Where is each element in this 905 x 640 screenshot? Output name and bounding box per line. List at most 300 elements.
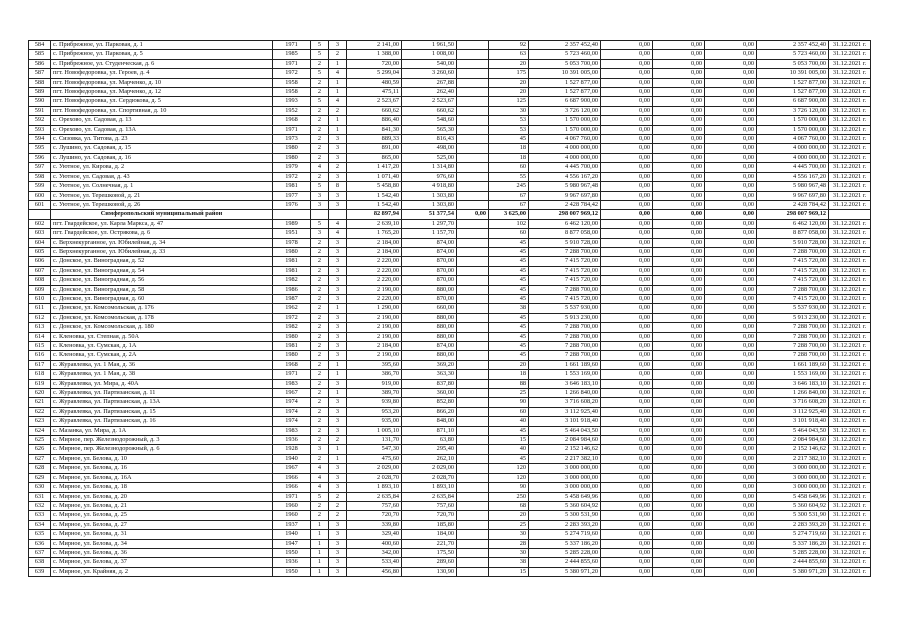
- living-area-cell: 660,62: [402, 106, 457, 115]
- residents-cell: 45: [489, 276, 529, 285]
- address-cell: с. Уютное, ул. Терешковой, д. 26: [51, 200, 273, 209]
- other-area-cell: [457, 426, 489, 435]
- total-area-cell: 886,40: [347, 116, 402, 125]
- federal-fund-cell: 0,00: [601, 398, 653, 407]
- year-cell: 1981: [273, 342, 311, 351]
- deadline-cell: [829, 210, 871, 219]
- floors-cell: 2: [311, 379, 329, 388]
- entrances-cell: 3: [329, 294, 347, 303]
- deadline-cell: 31.12.2021 г.: [829, 304, 871, 313]
- local-budget-cell: 0,00: [705, 116, 757, 125]
- regional-budget-cell: 0,00: [653, 257, 705, 266]
- living-area-cell: 1 157,70: [402, 229, 457, 238]
- entrances-cell: 3: [329, 483, 347, 492]
- deadline-cell: 31.12.2021 г.: [829, 247, 871, 256]
- table-row: [29, 454, 871, 463]
- floors-cell: 2: [311, 135, 329, 144]
- address-cell: с. Донское, ул. Комсомольская, д. 178: [51, 313, 273, 322]
- total-cost-cell: 7 288 700,00: [529, 332, 601, 341]
- address-cell: с. Журавлевка, ул. Партизанская, д. 15: [51, 407, 273, 416]
- housing-register-table: [28, 40, 871, 577]
- federal-fund-cell: 0,00: [601, 342, 653, 351]
- regional-budget-cell: 0,00: [653, 219, 705, 228]
- address-cell: с. Кленовка, ул. Степная, д. 50А: [51, 332, 273, 341]
- living-area-cell: 498,00: [402, 144, 457, 153]
- table-row: [29, 200, 871, 209]
- regional-budget-cell: 0,00: [653, 247, 705, 256]
- living-area-cell: 1 297,70: [402, 219, 457, 228]
- deadline-cell: 31.12.2021 г.: [829, 473, 871, 482]
- entrances-cell: 1: [329, 445, 347, 454]
- owners-funds-cell: 1 570 000,00: [757, 125, 829, 134]
- table-row: [29, 567, 871, 576]
- other-area-cell: [457, 436, 489, 445]
- federal-fund-cell: 0,00: [601, 445, 653, 454]
- table-row: [29, 78, 871, 87]
- total-area-cell: 720,70: [347, 511, 402, 520]
- total-cost-cell: 5 285 228,00: [529, 548, 601, 557]
- other-area-cell: [457, 530, 489, 539]
- other-area-cell: [457, 257, 489, 266]
- entrances-cell: 3: [329, 379, 347, 388]
- other-area-cell: [457, 473, 489, 482]
- regional-budget-cell: 0,00: [653, 520, 705, 529]
- entrances-cell: 2: [329, 50, 347, 59]
- row-number: 612: [29, 313, 51, 322]
- living-area-cell: 548,60: [402, 116, 457, 125]
- row-number: 607: [29, 266, 51, 275]
- federal-fund-cell: 0,00: [601, 257, 653, 266]
- entrances-cell: 2: [329, 163, 347, 172]
- table-row: [29, 520, 871, 529]
- total-cost-cell: 7 415 720,00: [529, 257, 601, 266]
- other-area-cell: [457, 558, 489, 567]
- federal-fund-cell: 0,00: [601, 323, 653, 332]
- total-cost-cell: 2 283 393,20: [529, 520, 601, 529]
- year-cell: 1983: [273, 379, 311, 388]
- federal-fund-cell: 0,00: [601, 436, 653, 445]
- year-cell: 1936: [273, 436, 311, 445]
- address-cell: с. Уютное, ул. Терешковой, д. 21: [51, 191, 273, 200]
- row-number: 602: [29, 219, 51, 228]
- table-row: [29, 351, 871, 360]
- total-area-cell: 480,59: [347, 78, 402, 87]
- total-cost-cell: 7 288 700,00: [529, 285, 601, 294]
- other-area-cell: [457, 332, 489, 341]
- total-area-cell: 82 897,94: [347, 210, 402, 219]
- local-budget-cell: 0,00: [705, 351, 757, 360]
- owners-funds-cell: 9 967 697,80: [757, 191, 829, 200]
- entrances-cell: 3: [329, 41, 347, 50]
- regional-budget-cell: 0,00: [653, 106, 705, 115]
- federal-fund-cell: 0,00: [601, 426, 653, 435]
- total-area-cell: 841,30: [347, 125, 402, 134]
- floors-cell: 5: [311, 182, 329, 191]
- address-cell: с. Мирное, ул. Белова, д. 18: [51, 483, 273, 492]
- local-budget-cell: 0,00: [705, 229, 757, 238]
- local-budget-cell: 0,00: [705, 172, 757, 181]
- total-cost-cell: 5 053 700,00: [529, 59, 601, 68]
- other-area-cell: [457, 219, 489, 228]
- table-row: [29, 370, 871, 379]
- local-budget-cell: 0,00: [705, 238, 757, 247]
- row-number: 626: [29, 445, 51, 454]
- address-cell: с. Орехово, ул. Садовая, д. 13: [51, 116, 273, 125]
- row-number: 635: [29, 530, 51, 539]
- other-area-cell: [457, 59, 489, 68]
- floors-cell: 2: [311, 153, 329, 162]
- federal-fund-cell: 0,00: [601, 483, 653, 492]
- total-area-cell: 953,20: [347, 407, 402, 416]
- row-number: 603: [29, 229, 51, 238]
- table-row: [29, 464, 871, 473]
- floors-cell: 2: [311, 247, 329, 256]
- living-area-cell: 2 635,84: [402, 492, 457, 501]
- total-area-cell: 2 184,00: [347, 247, 402, 256]
- table-row: [29, 417, 871, 426]
- row-number: 599: [29, 182, 51, 191]
- regional-budget-cell: 0,00: [653, 501, 705, 510]
- regional-budget-cell: 0,00: [653, 548, 705, 557]
- regional-budget-cell: 0,00: [653, 379, 705, 388]
- living-area-cell: 848,00: [402, 417, 457, 426]
- table-row: [29, 360, 871, 369]
- table-body: [29, 41, 871, 577]
- residents-cell: 20: [489, 88, 529, 97]
- owners-funds-cell: 3 726 120,00: [757, 106, 829, 115]
- federal-fund-cell: 0,00: [601, 389, 653, 398]
- address-cell: с. Мазанка, ул. Мира, д. 1А: [51, 426, 273, 435]
- other-area-cell: [457, 483, 489, 492]
- owners-funds-cell: 7 288 700,00: [757, 285, 829, 294]
- year-cell: 1982: [273, 323, 311, 332]
- total-area-cell: 342,00: [347, 548, 402, 557]
- residents-cell: 30: [489, 106, 529, 115]
- floors-cell: 5: [311, 41, 329, 50]
- address-cell: с. Прибрежное, ул. Студенческая, д. 6: [51, 59, 273, 68]
- total-area-cell: 1 005,10: [347, 426, 402, 435]
- floors-cell: 2: [311, 59, 329, 68]
- owners-funds-cell: 7 415 720,00: [757, 294, 829, 303]
- address-cell: с. Сизовка, ул. Титова, д. 23: [51, 135, 273, 144]
- regional-budget-cell: 0,00: [653, 125, 705, 134]
- deadline-cell: 31.12.2021 г.: [829, 436, 871, 445]
- address-cell: с. Мирное, пер. Железнодорожный, д. 6: [51, 445, 273, 454]
- row-number: 601: [29, 200, 51, 209]
- entrances-cell: 3: [329, 172, 347, 181]
- table-row: [29, 276, 871, 285]
- row-number: 585: [29, 50, 51, 59]
- row-number: 629: [29, 473, 51, 482]
- year-cell: 1968: [273, 360, 311, 369]
- owners-funds-cell: 1 553 169,00: [757, 370, 829, 379]
- address-cell: с. Верхнекурганное, ул. Юбилейная, д. 33: [51, 247, 273, 256]
- living-area-cell: 63,80: [402, 436, 457, 445]
- total-area-cell: 919,00: [347, 379, 402, 388]
- deadline-cell: 31.12.2021 г.: [829, 426, 871, 435]
- owners-funds-cell: 4 000 000,00: [757, 153, 829, 162]
- living-area-cell: 870,00: [402, 266, 457, 275]
- regional-budget-cell: 0,00: [653, 276, 705, 285]
- entrances-cell: 3: [329, 558, 347, 567]
- regional-budget-cell: 0,00: [653, 323, 705, 332]
- residents-cell: 45: [489, 323, 529, 332]
- entrances-cell: 4: [329, 97, 347, 106]
- federal-fund-cell: 0,00: [601, 125, 653, 134]
- year-cell: [273, 210, 311, 219]
- residents-cell: 15: [489, 567, 529, 576]
- residents-cell: 250: [489, 492, 529, 501]
- total-cost-cell: 6 462 120,00: [529, 219, 601, 228]
- regional-budget-cell: 0,00: [653, 59, 705, 68]
- living-area-cell: 660,00: [402, 304, 457, 313]
- living-area-cell: 866,20: [402, 407, 457, 416]
- owners-funds-cell: 4 445 700,00: [757, 163, 829, 172]
- year-cell: 1968: [273, 116, 311, 125]
- total-cost-cell: 3 101 918,40: [529, 417, 601, 426]
- row-number: 632: [29, 501, 51, 510]
- row-number: 588: [29, 78, 51, 87]
- residents-cell: 30: [489, 530, 529, 539]
- owners-funds-cell: 5 053 700,00: [757, 59, 829, 68]
- owners-funds-cell: 5 337 186,20: [757, 539, 829, 548]
- total-area-cell: 2 190,00: [347, 285, 402, 294]
- total-cost-cell: 2 357 452,40: [529, 41, 601, 50]
- total-area-cell: 1 417,20: [347, 163, 402, 172]
- deadline-cell: 31.12.2021 г.: [829, 200, 871, 209]
- other-area-cell: [457, 342, 489, 351]
- regional-budget-cell: 0,00: [653, 389, 705, 398]
- federal-fund-cell: 0,00: [601, 41, 653, 50]
- regional-budget-cell: 0,00: [653, 492, 705, 501]
- total-area-cell: 339,80: [347, 520, 402, 529]
- floors-cell: 2: [311, 125, 329, 134]
- federal-fund-cell: 0,00: [601, 135, 653, 144]
- local-budget-cell: 0,00: [705, 454, 757, 463]
- address-cell: с. Донское, ул. Виноградная, д. 52: [51, 257, 273, 266]
- regional-budget-cell: 0,00: [653, 370, 705, 379]
- deadline-cell: 31.12.2021 г.: [829, 238, 871, 247]
- federal-fund-cell: 0,00: [601, 360, 653, 369]
- local-budget-cell: 0,00: [705, 153, 757, 162]
- entrances-cell: 1: [329, 116, 347, 125]
- total-cost-cell: 4 000 000,00: [529, 153, 601, 162]
- deadline-cell: 31.12.2021 г.: [829, 125, 871, 134]
- owners-funds-cell: 1 661 189,60: [757, 360, 829, 369]
- deadline-cell: 31.12.2021 г.: [829, 558, 871, 567]
- deadline-cell: 31.12.2021 г.: [829, 294, 871, 303]
- deadline-cell: 31.12.2021 г.: [829, 454, 871, 463]
- entrances-cell: 3: [329, 464, 347, 473]
- total-area-cell: 389,70: [347, 389, 402, 398]
- residents-cell: 60: [489, 229, 529, 238]
- year-cell: 1971: [273, 41, 311, 50]
- floors-cell: 2: [311, 342, 329, 351]
- residents-cell: 90: [489, 483, 529, 492]
- regional-budget-cell: 0,00: [653, 436, 705, 445]
- floors-cell: 2: [311, 389, 329, 398]
- living-area-cell: 1 314,80: [402, 163, 457, 172]
- living-area-cell: 880,00: [402, 351, 457, 360]
- regional-budget-cell: 0,00: [653, 511, 705, 520]
- address-cell: с. Прибрежное, ул. Парковая, д. 1: [51, 41, 273, 50]
- row-number: 624: [29, 426, 51, 435]
- regional-budget-cell: 0,00: [653, 407, 705, 416]
- total-cost-cell: 3 726 120,00: [529, 106, 601, 115]
- other-area-cell: [457, 229, 489, 238]
- table-row: [29, 398, 871, 407]
- federal-fund-cell: 0,00: [601, 144, 653, 153]
- year-cell: 1967: [273, 389, 311, 398]
- living-area-cell: 289,60: [402, 558, 457, 567]
- federal-fund-cell: 0,00: [601, 539, 653, 548]
- year-cell: 1950: [273, 567, 311, 576]
- federal-fund-cell: 0,00: [601, 473, 653, 482]
- floors-cell: 4: [311, 163, 329, 172]
- total-area-cell: 2 190,00: [347, 313, 402, 322]
- local-budget-cell: 0,00: [705, 313, 757, 322]
- regional-budget-cell: 0,00: [653, 332, 705, 341]
- deadline-cell: 31.12.2021 г.: [829, 313, 871, 322]
- local-budget-cell: 0,00: [705, 163, 757, 172]
- deadline-cell: 31.12.2021 г.: [829, 182, 871, 191]
- owners-funds-cell: 7 288 700,00: [757, 332, 829, 341]
- entrances-cell: 3: [329, 520, 347, 529]
- address-cell: с. Мирное, ул. Белова, д. 36: [51, 548, 273, 557]
- address-cell: с. Мирное, ул. Белова, д. 25: [51, 511, 273, 520]
- table-row: [29, 473, 871, 482]
- regional-budget-cell: 0,00: [653, 473, 705, 482]
- deadline-cell: 31.12.2021 г.: [829, 530, 871, 539]
- owners-funds-cell: 5 380 971,20: [757, 567, 829, 576]
- deadline-cell: 31.12.2021 г.: [829, 417, 871, 426]
- owners-funds-cell: 7 288 700,00: [757, 323, 829, 332]
- row-number: 613: [29, 323, 51, 332]
- deadline-cell: 31.12.2021 г.: [829, 370, 871, 379]
- year-cell: 1960: [273, 511, 311, 520]
- total-area-cell: 939,80: [347, 398, 402, 407]
- living-area-cell: 3 260,60: [402, 69, 457, 78]
- row-number: 623: [29, 417, 51, 426]
- year-cell: 1974: [273, 398, 311, 407]
- address-cell: с. Донское, ул. Виноградная, д. 60: [51, 294, 273, 303]
- local-budget-cell: 0,00: [705, 398, 757, 407]
- total-area-cell: 935,00: [347, 417, 402, 426]
- residents-cell: 20: [489, 511, 529, 520]
- owners-funds-cell: 3 646 183,10: [757, 379, 829, 388]
- other-area-cell: [457, 125, 489, 134]
- other-area-cell: [457, 520, 489, 529]
- federal-fund-cell: 0,00: [601, 464, 653, 473]
- local-budget-cell: 0,00: [705, 219, 757, 228]
- year-cell: 1993: [273, 97, 311, 106]
- living-area-cell: 369,20: [402, 360, 457, 369]
- other-area-cell: [457, 135, 489, 144]
- deadline-cell: 31.12.2021 г.: [829, 266, 871, 275]
- entrances-cell: 1: [329, 125, 347, 134]
- entrances-cell: 3: [329, 257, 347, 266]
- floors-cell: 2: [311, 276, 329, 285]
- owners-funds-cell: 2 444 855,60: [757, 558, 829, 567]
- entrances-cell: 3: [329, 539, 347, 548]
- total-area-cell: 2 190,00: [347, 351, 402, 360]
- address-cell: пгт. Новофедоровка, ул. Марченко, д. 12: [51, 88, 273, 97]
- year-cell: 1983: [273, 426, 311, 435]
- living-area-cell: 1 303,80: [402, 200, 457, 209]
- federal-fund-cell: 0,00: [601, 370, 653, 379]
- residents-cell: 20: [489, 59, 529, 68]
- row-number: 593: [29, 125, 51, 134]
- other-area-cell: [457, 97, 489, 106]
- row-number: 591: [29, 106, 51, 115]
- federal-fund-cell: 0,00: [601, 285, 653, 294]
- floors-cell: 2: [311, 172, 329, 181]
- local-budget-cell: 0,00: [705, 285, 757, 294]
- other-area-cell: [457, 398, 489, 407]
- entrances-cell: 4: [329, 69, 347, 78]
- table-row: [29, 238, 871, 247]
- table-row: [29, 88, 871, 97]
- entrances-cell: 3: [329, 530, 347, 539]
- address-cell: с. Донское, ул. Комсомольская, д. 180: [51, 323, 273, 332]
- row-number: 621: [29, 398, 51, 407]
- address-cell: с. Лушино, ул. Садовая, д. 16: [51, 153, 273, 162]
- regional-budget-cell: 0,00: [653, 567, 705, 576]
- address-cell: с. Журавлевка, ул. 1 Мая, д. 36: [51, 360, 273, 369]
- local-budget-cell: 0,00: [705, 276, 757, 285]
- federal-fund-cell: 0,00: [601, 247, 653, 256]
- residents-cell: 15: [489, 436, 529, 445]
- regional-budget-cell: 0,00: [653, 50, 705, 59]
- total-cost-cell: 6 687 900,00: [529, 97, 601, 106]
- table-row: [29, 492, 871, 501]
- table-row: [29, 257, 871, 266]
- year-cell: 1940: [273, 530, 311, 539]
- regional-budget-cell: 0,00: [653, 426, 705, 435]
- deadline-cell: 31.12.2021 г.: [829, 520, 871, 529]
- deadline-cell: 31.12.2021 г.: [829, 342, 871, 351]
- year-cell: 1974: [273, 407, 311, 416]
- residents-cell: 53: [489, 125, 529, 134]
- other-area-cell: [457, 360, 489, 369]
- local-budget-cell: 0,00: [705, 520, 757, 529]
- table-row: [29, 342, 871, 351]
- living-area-cell: 837,80: [402, 379, 457, 388]
- floors-cell: 2: [311, 266, 329, 275]
- residents-cell: 45: [489, 332, 529, 341]
- deadline-cell: 31.12.2021 г.: [829, 88, 871, 97]
- living-area-cell: 51 377,54: [402, 210, 457, 219]
- total-area-cell: 889,33: [347, 135, 402, 144]
- entrances-cell: 3: [329, 342, 347, 351]
- total-cost-cell: 1 661 189,60: [529, 360, 601, 369]
- floors-cell: 1: [311, 530, 329, 539]
- total-cost-cell: 7 288 700,00: [529, 323, 601, 332]
- total-area-cell: 547,30: [347, 445, 402, 454]
- total-area-cell: 386,70: [347, 370, 402, 379]
- total-area-cell: 475,60: [347, 454, 402, 463]
- local-budget-cell: 0,00: [705, 501, 757, 510]
- other-area-cell: [457, 285, 489, 294]
- local-budget-cell: 0,00: [705, 78, 757, 87]
- deadline-cell: 31.12.2021 г.: [829, 229, 871, 238]
- entrances-cell: 4: [329, 219, 347, 228]
- total-area-cell: 2 141,00: [347, 41, 402, 50]
- living-area-cell: 363,30: [402, 370, 457, 379]
- deadline-cell: 31.12.2021 г.: [829, 389, 871, 398]
- residents-cell: 38: [489, 558, 529, 567]
- total-cost-cell: 3 716 608,20: [529, 398, 601, 407]
